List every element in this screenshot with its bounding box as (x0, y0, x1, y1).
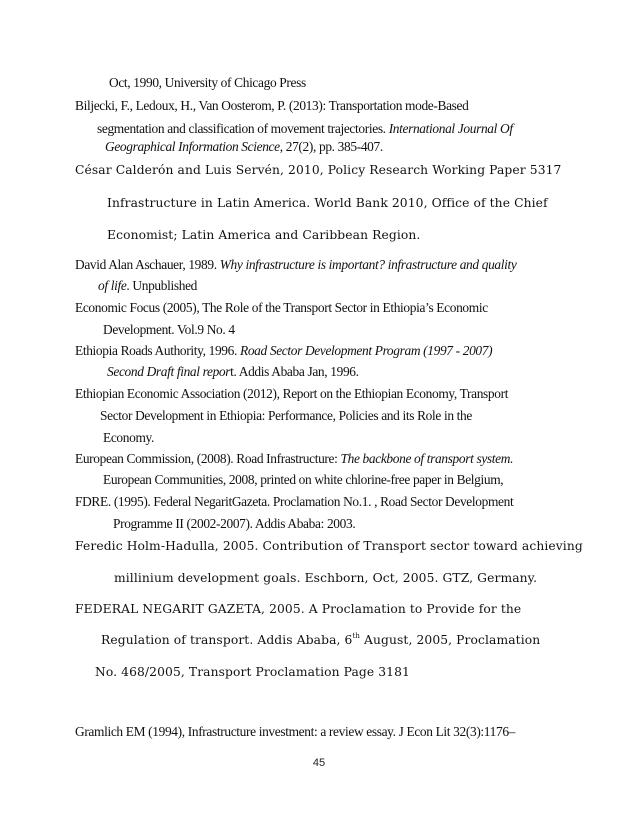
ref-line: Sector Development in Ethiopia: Performance, Policies and its Role in the (100, 408, 472, 423)
ref-line: millinium development goals. Eschborn, Oct, 2005. GTZ, Germany. (114, 571, 538, 585)
ref-line: of life. Unpublished (98, 278, 198, 293)
ref-line: Programme II (2002-2007). Addis Ababa: 2003. (113, 516, 356, 531)
ref-line: Infrastructure in Latin America. World Bank 2010, Office of the Chief (107, 196, 548, 210)
ref-line: FEDERAL NEGARIT GAZETA, 2005. A Proclamation to Provide for the (75, 602, 522, 616)
ref-line: Geographical Information Science, 27(2), pp. 385-407. (105, 139, 383, 154)
ref-line: FDRE. (1995). Federal NegaritGazeta. Proclamation No.1. , Road Sector Development (75, 494, 514, 509)
ref-line: César Calderón and Luis Servén, 2010, Policy Research Working Paper 5317 (75, 163, 562, 177)
ref-line: European Communities, 2008, printed on white chlorine-free paper in Belgium, (103, 472, 504, 487)
ref-line: Biljecki, F., Ledoux, H., Van Oosterom, P. (2013): Transportation mode-Based (75, 98, 469, 113)
ref-line: Economic Focus (2005), The Role of the Transport Sector in Ethiopia’s Economic (75, 300, 488, 315)
ref-line: Second Draft final report. Addis Ababa Jan, 1996. (107, 364, 359, 379)
ref-line: European Commission, (2008). Road Infrastructure: The backbone of transport system. (75, 451, 514, 466)
ref-line: No. 468/2005, Transport Proclamation Page 3181 (95, 665, 410, 679)
ref-line: segmentation and classification of movement trajectories. International Journal Of (97, 121, 513, 136)
ref-line: Gramlich EM (1994), Infrastructure investment: a review essay. J Econ Lit 32(3):1176– (75, 724, 516, 739)
ref-line: Economist; Latin America and Caribbean Region. (107, 228, 421, 242)
ref-line: Feredic Holm-Hadulla, 2005. Contribution of Transport sector toward achieving (75, 539, 583, 553)
ref-line: Regulation of transport. Addis Ababa, 6th August, 2005, Proclamation (101, 632, 541, 647)
ref-line: Ethiopia Roads Authority, 1996. Road Sector Development Program (1997 - 2007) (75, 343, 493, 358)
ref-line: Ethiopian Economic Association (2012), Report on the Ethiopian Economy, Transport (75, 386, 509, 401)
ref-line: Economy. (103, 430, 154, 445)
page-number: 45 (312, 757, 326, 769)
ref-line: Oct, 1990, University of Chicago Press (109, 75, 306, 90)
ref-line: David Alan Aschauer, 1989. Why infrastructure is important? infrastructure and quality (75, 257, 517, 272)
ref-line: Development. Vol.9 No. 4 (103, 322, 235, 337)
